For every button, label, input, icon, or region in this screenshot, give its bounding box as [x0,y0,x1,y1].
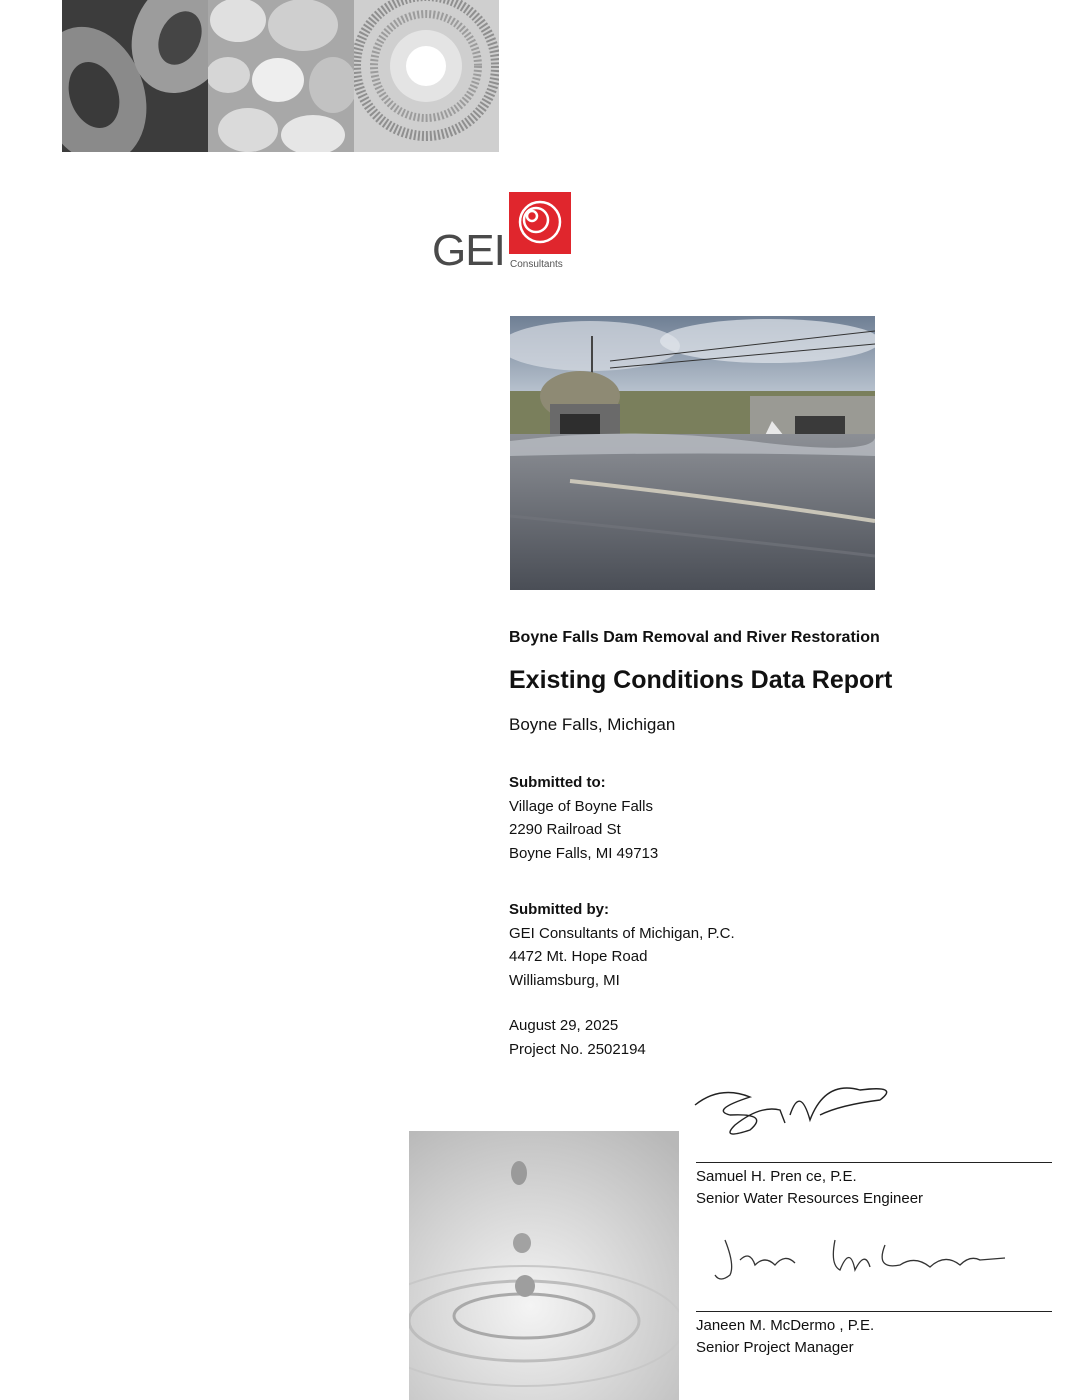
date-block [509,1014,646,1061]
submitted-to-line: Village of Boyne Falls [509,797,653,815]
gei-logo [430,190,580,275]
submitted-to-label: Submitted to: [509,774,606,791]
project-number: Project No. 2502194 [509,1040,646,1058]
submitted-to-block [509,771,658,865]
washer-photo [62,0,208,152]
submitted-to-line: 2290 Railroad St [509,821,621,838]
signature-line [696,1311,1052,1312]
submitted-by-block [509,898,735,992]
project-name: Boyne Falls Dam Removal and River Restoration [509,629,880,646]
signatory-name: Janeen M. McDermo , P.E. [696,1317,875,1334]
pebbles-photo [208,0,354,152]
signatory-1 [696,1166,923,1210]
logo-mark-icon [509,192,571,254]
submitted-by-line: GEI Consultants of Michigan, P.C. [509,924,735,942]
signature-line [696,1162,1052,1163]
submitted-to-line: Boyne Falls, MI 49713 [509,844,659,862]
mesh-photo [354,0,499,152]
report-date: August 29, 2025 [509,1017,619,1034]
submitted-by-line: Williamsburg, MI [509,971,620,989]
signature-1 [690,1075,902,1143]
signature-2 [705,1225,1010,1290]
water-drop-photo [409,1131,679,1400]
logo-wordmark: GEI [432,226,505,275]
signatory-name: Samuel H. Pren ce, P.E. [696,1168,857,1185]
signatory-2 [696,1315,874,1359]
submitted-by-line: 4472 Mt. Hope Road [509,948,648,965]
signatory-title: Senior Project Manager [696,1339,854,1356]
logo-subtext: Consultants [510,259,563,270]
dam-cover-photo [510,316,875,590]
report-location: Boyne Falls, Michigan [509,715,676,734]
header-image-strip [62,0,499,152]
report-title: Existing Conditions Data Report [509,666,893,694]
submitted-by-label: Submitted by: [509,901,609,918]
signatory-title: Senior Water Resources Engineer [696,1190,924,1207]
